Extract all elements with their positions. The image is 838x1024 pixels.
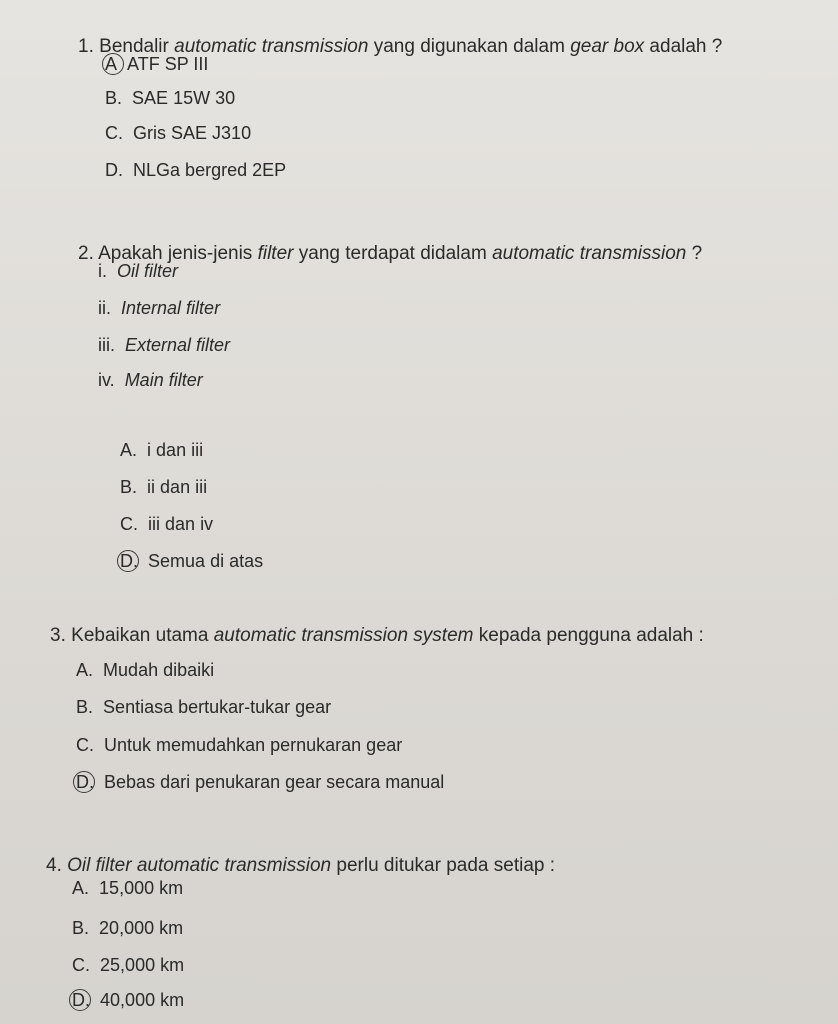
q2-option-a[interactable] [120,440,203,461]
question-4-text-b: perlu ditukar pada setiap : [331,855,556,876]
q4-option-b-text: 20,000 km [99,918,184,938]
q2-sub-label-i: i. [98,261,107,281]
q1-option-b-letter: B [105,88,118,108]
q1-option-d-sep: . [118,160,124,180]
q4-option-d-sep: . [85,990,91,1010]
q2-sub-text-ii: Internal filter [121,298,221,318]
question-4 [46,855,555,877]
q3-option-a-text: Mudah dibaiki [103,660,215,680]
q1-option-d-letter: D [105,160,118,180]
q2-sub-label-iii: iii. [98,335,115,355]
q3-option-b-sep: . [88,697,94,717]
question-2-text-b: filter [257,243,294,264]
q4-option-b-letter: B [72,918,85,938]
q1-option-c-letter: C [105,123,118,143]
q2-option-c[interactable] [120,514,213,535]
q1-option-d-text: NLGa bergred 2EP [133,160,287,180]
q4-option-c-sep: . [85,955,91,975]
q2-option-c-text: iii dan iv [148,514,214,534]
question-3-text-c: kepada pengguna adalah : [473,625,704,646]
question-2-text-e: ? [686,243,703,264]
q4-option-d-letter: D [72,990,85,1010]
q4-option-a-sep: . [84,878,90,898]
q3-option-d-sep: . [89,772,95,792]
question-4-text-a: Oil filter automatic transmission [67,855,332,876]
q3-option-b[interactable] [76,697,331,718]
q2-sub-label-iv: iv. [98,370,115,390]
q3-option-c[interactable] [76,735,402,756]
question-3-number: 3. [50,625,66,646]
q2-option-d-letter: D [120,551,133,571]
question-2-text-c: yang terdapat didalam [293,243,493,264]
q3-option-a[interactable] [76,660,214,681]
q3-option-a-sep: . [88,660,94,680]
q2-option-c-letter: C [120,514,133,534]
q3-option-d[interactable] [76,772,444,793]
question-3-text-a: Kebaikan utama [71,625,214,646]
q1-option-a-letter-wrap [105,54,117,75]
q2-sub-item-iii [98,335,230,356]
q3-option-d-letter: D [76,772,89,792]
q3-option-b-letter: B [76,697,89,717]
answer-circle-mark [102,53,124,75]
question-2-number: 2. [78,243,94,264]
q4-option-a-text: 15,000 km [99,878,184,898]
answer-circle-mark [69,989,91,1011]
q1-option-c-sep: . [118,123,124,143]
q2-option-d[interactable] [120,551,263,572]
q3-option-a-letter: A [76,660,89,680]
q3-option-d-letter-wrap [76,772,94,793]
q2-option-a-letter: A [120,440,133,460]
q4-option-d-letter-wrap [72,990,90,1011]
q2-option-b[interactable] [120,477,207,498]
q3-option-c-sep: . [89,735,95,755]
q2-sub-item-ii [98,298,220,319]
q1-option-b-sep: . [117,88,123,108]
question-1-number: 1. [78,36,94,57]
q4-option-a-letter: A [72,878,85,898]
answer-circle-mark [73,771,95,793]
q1-option-c[interactable] [105,123,251,144]
q2-option-b-text: ii dan iii [147,477,208,497]
q3-option-c-letter: C [76,735,89,755]
question-1-text-c: yang digunakan dalam [368,36,571,57]
question-1-text-a: Bendalir [99,36,175,57]
q2-option-d-text: Semua di atas [148,551,264,571]
q4-option-b-sep: . [84,918,90,938]
q3-option-d-text: Bebas dari penukaran gear secara manual [104,772,445,792]
q4-option-c-text: 25,000 km [100,955,185,975]
question-1-text-e: adalah ? [644,36,723,57]
q2-sub-item-i [98,261,178,282]
q3-option-b-text: Sentiasa bertukar-tukar gear [103,697,332,717]
q4-option-b[interactable] [72,918,183,939]
q2-option-c-sep: . [133,514,139,534]
q1-option-a[interactable] [105,54,208,75]
question-1-text-b: automatic transmission [174,36,369,57]
q1-option-a-letter: A [105,54,118,74]
q4-option-d-text: 40,000 km [100,990,185,1010]
q2-sub-text-iii: External filter [125,335,231,355]
q1-option-d[interactable] [105,160,286,181]
question-3 [50,625,704,647]
q3-option-c-text: Untuk memudahkan pernukaran gear [104,735,403,755]
question-3-text-b: automatic transmission system [213,625,474,646]
question-2-text-a: Apakah jenis-jenis [98,243,258,264]
question-2-text-d: automatic transmission [492,243,687,264]
q2-sub-label-ii: ii. [98,298,111,318]
question-1-text-d: gear box [570,36,645,57]
q2-option-d-letter-wrap [120,551,138,572]
q4-option-c[interactable] [72,955,184,976]
q2-option-d-sep: . [133,551,139,571]
q1-option-b-text: SAE 15W 30 [132,88,236,108]
q1-option-b[interactable] [105,88,235,109]
q4-option-d[interactable] [72,990,184,1011]
q1-option-a-text: ATF SP III [127,54,209,74]
q4-option-a[interactable] [72,878,183,899]
q2-option-b-sep: . [132,477,138,497]
q2-option-b-letter: B [120,477,133,497]
q2-option-a-sep: . [132,440,138,460]
q1-option-c-text: Gris SAE J310 [133,123,252,143]
answer-circle-mark [117,550,139,572]
q2-sub-text-iv: Main filter [124,370,203,390]
q2-sub-item-iv [98,370,203,391]
q4-option-c-letter: C [72,955,85,975]
question-4-number: 4. [46,855,62,876]
q2-option-a-text: i dan iii [147,440,204,460]
q2-sub-text-i: Oil filter [117,261,179,281]
